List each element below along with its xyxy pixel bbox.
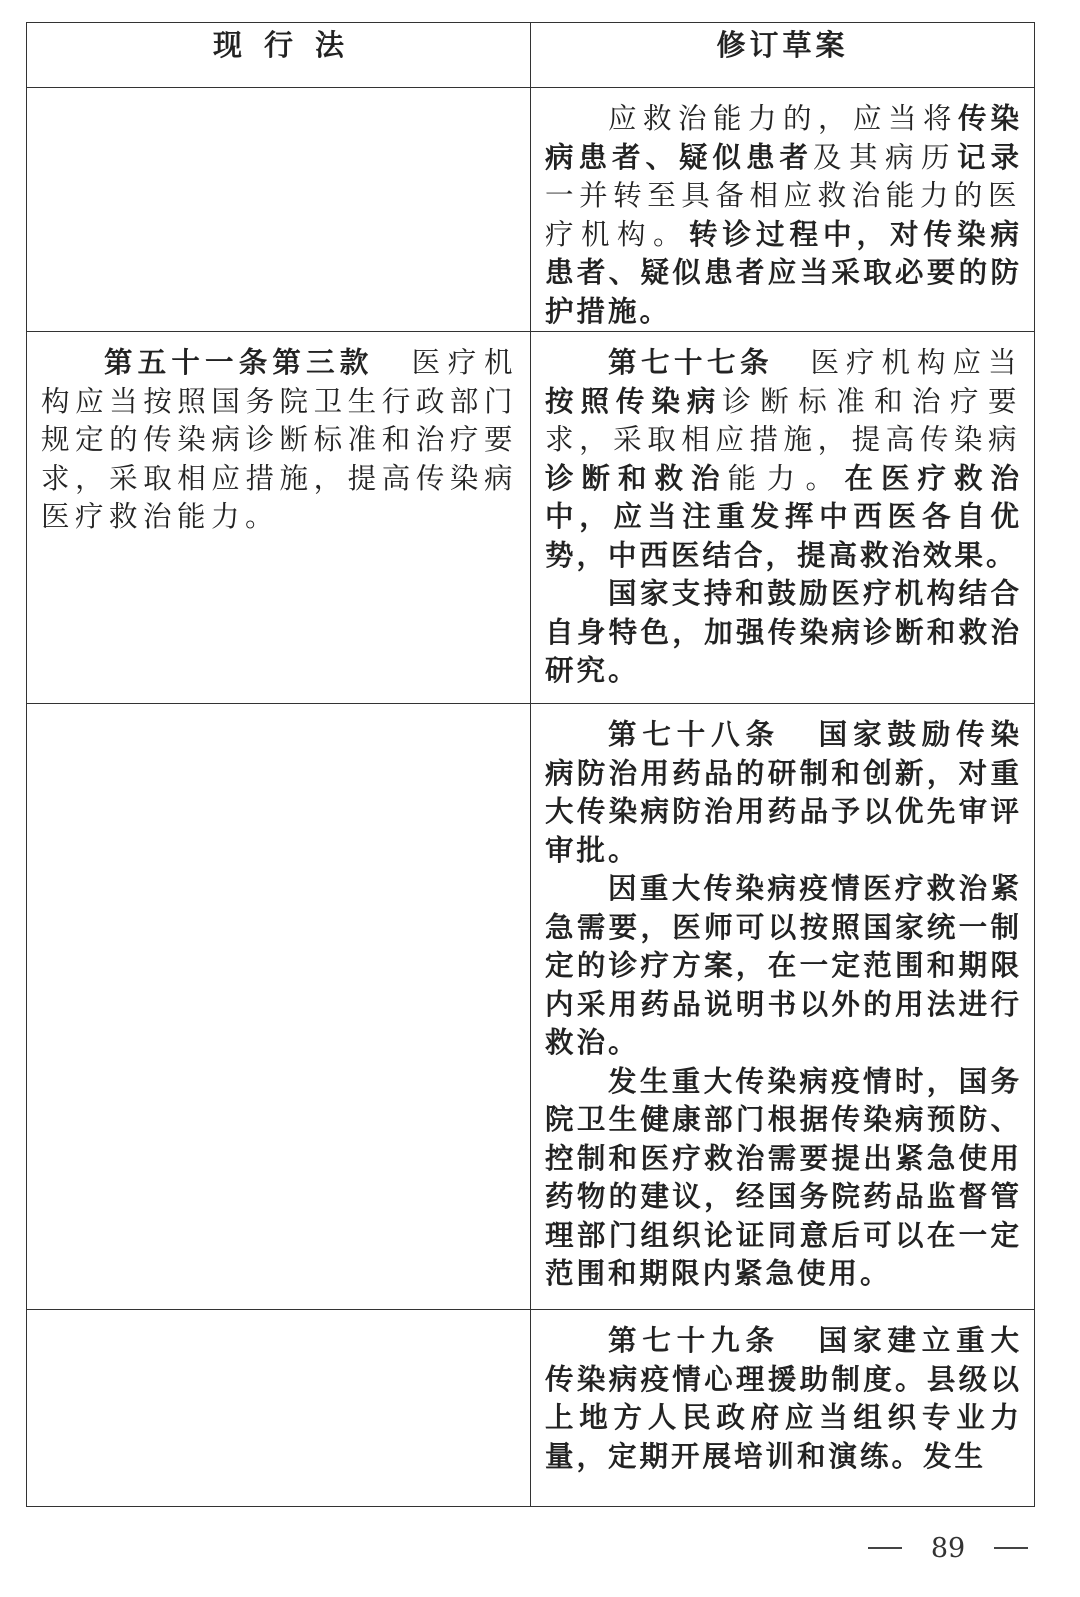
- bold-text-run: 发生重大传染病疫情时，国务院卫生健康部门根据传染病预防、控制和医疗救治需要提出紧急使用药物的建议，经国务院药品监督管理部门组织论证同意后可以在一定范围和期限内紧急使用。: [545, 1064, 1022, 1290]
- current-law-cell: [27, 332, 531, 704]
- paragraph: [545, 870, 1022, 1063]
- current-law-cell: [27, 88, 531, 332]
- bold-text-run: 在医疗救治中，应当注重发挥中西医各自优势，中西医结合，提高救治效果。: [545, 461, 1022, 572]
- text-run: 能力。: [727, 461, 845, 495]
- bold-text-run: 诊断和救治: [545, 461, 728, 495]
- page-footer: [868, 1528, 1028, 1568]
- bold-text-run: 因重大传染病疫情医疗救治紧急需要，医师可以按照国家统一制定的诊疗方案，在一定范围和期限内采用药品说明书以外的用法进行救治。: [545, 872, 1022, 1059]
- header-row: [27, 23, 1035, 88]
- text-run: 医疗机构应当: [809, 346, 1022, 379]
- bold-text-run: 国家建立重大传染病疫情心理援助制度。县级以上地方人民政府应当组织专业力量，定期开展培训和演练。发生: [545, 1324, 1022, 1473]
- page-number: 89: [930, 1532, 966, 1564]
- footer-dash-left: [868, 1547, 902, 1549]
- text-run: 及其病历: [812, 140, 957, 174]
- draft-cell: [531, 704, 1035, 1310]
- bold-text-run: 国家支持和鼓励医疗机构结合自身特色，加强传染病诊断和救治研究。: [545, 577, 1022, 687]
- bold-text-run: 传染病患者、疑似患者: [545, 102, 1022, 174]
- draft-cell: [531, 88, 1035, 332]
- paragraph: [545, 716, 1022, 870]
- bold-text-run: 第七十七条: [608, 346, 773, 379]
- footer-dash-right: [994, 1547, 1028, 1549]
- paragraph: [545, 1322, 1022, 1476]
- bold-text-run: 转诊过程中，对传染病患者、疑似患者应当采取必要的防护措施。: [545, 217, 1022, 328]
- text-run: 一并转至具备相应救治能力的医疗机构。: [545, 179, 1022, 251]
- bold-text-run: 按照传染病: [545, 384, 723, 418]
- table-row: [27, 1310, 1035, 1507]
- text-run: 应救治能力的，应当将: [608, 102, 958, 135]
- bold-text-run: 第七十八条: [608, 718, 780, 751]
- draft-cell: [531, 332, 1035, 704]
- paragraph: [545, 1063, 1022, 1294]
- paragraph: [41, 344, 518, 537]
- text-run: 诊断标准和治疗要求，采取相应措施，提高传染病: [545, 384, 1022, 456]
- header-current-law: 现行法: [27, 23, 531, 88]
- bold-text-run: 第五十一条第三款: [104, 346, 374, 379]
- text-run: 医疗机构应当按照国务院卫生行政部门规定的传染病诊断标准和治疗要求，采取相应措施，提高传染病医疗救治能力。: [41, 346, 518, 533]
- paragraph: [545, 575, 1022, 691]
- comparison-table: [26, 22, 1035, 1507]
- paragraph: [545, 100, 1022, 331]
- current-law-cell: [27, 1310, 531, 1507]
- draft-cell: [531, 1310, 1035, 1507]
- table-row: [27, 88, 1035, 332]
- table-row: [27, 332, 1035, 704]
- bold-text-run: 第七十九条: [608, 1324, 780, 1357]
- bold-text-run: 国家鼓励传染病防治用药品的研制和创新，对重大传染病防治用药品予以优先审评审批。: [545, 718, 1022, 867]
- bold-text-run: 记录: [956, 140, 1022, 174]
- current-law-cell: [27, 704, 531, 1310]
- paragraph: [545, 344, 1022, 575]
- header-draft: 修订草案: [531, 23, 1035, 88]
- table-row: [27, 704, 1035, 1310]
